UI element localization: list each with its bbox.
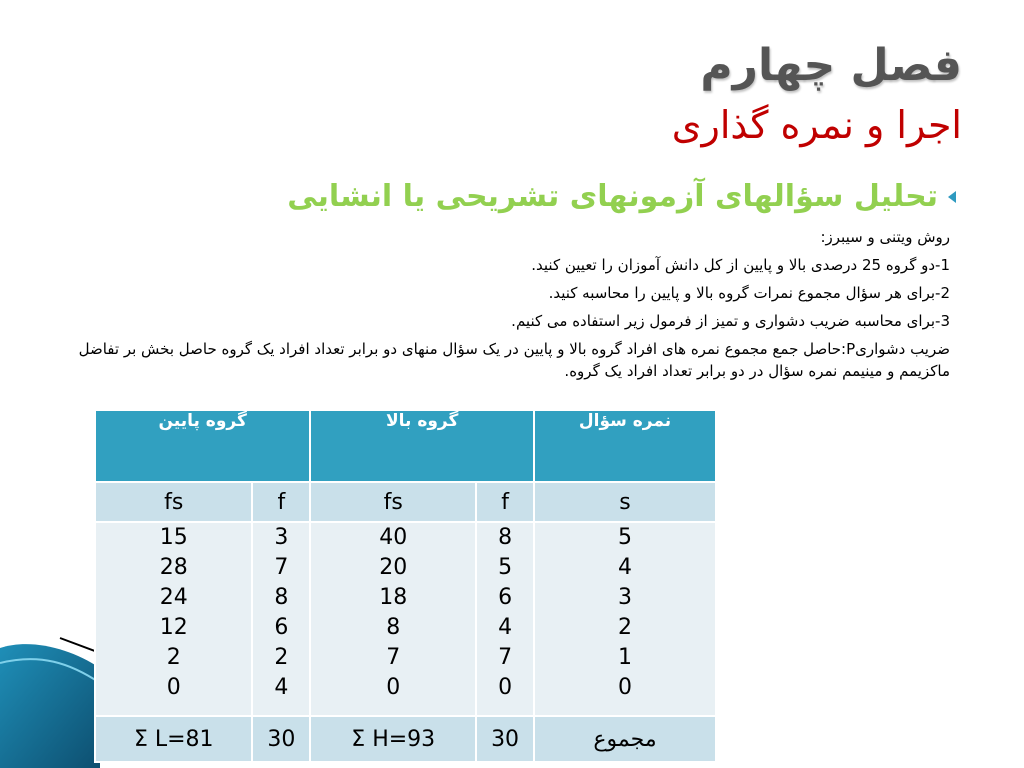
cell-value: 8 xyxy=(498,525,513,550)
subheader-s: s xyxy=(534,482,716,522)
table-subheader-row xyxy=(95,482,716,522)
bullet-heading: تحلیل سؤالهای آزمونهای تشریحی یا انشایی xyxy=(287,179,938,214)
cell-value: 8 xyxy=(274,585,289,610)
table-group-header-row xyxy=(95,410,716,482)
step-1-line: 1-دو گروه 25 درصدی بالا و پایین از کل دانش آموزان را تعیین کنید. xyxy=(531,256,950,274)
total-lower-count: 30 xyxy=(252,716,310,762)
step-2-line: 2-برای هر سؤال مجموع نمرات گروه بالا و پایین را محاسبه کنید. xyxy=(548,284,950,302)
cell-value: 12 xyxy=(159,615,188,640)
header-lower-group: گروه پایین xyxy=(95,410,310,482)
slide-title: فصل چهارم xyxy=(700,40,962,91)
cell-value: 5 xyxy=(618,525,632,550)
total-upper-sum: Σ H=93 xyxy=(310,716,476,762)
cell-value: 28 xyxy=(159,555,188,580)
slide-subtitle: اجرا و نمره گذاری xyxy=(671,103,962,147)
table-totals-row xyxy=(95,716,716,762)
cell-value: 2 xyxy=(618,615,632,640)
method-line: روش ویتنی و سیبرز: xyxy=(820,228,950,246)
decorative-wave-graphic xyxy=(0,608,100,768)
subheader-upper-fs: fs xyxy=(310,482,476,522)
cell-value: 2 xyxy=(166,645,181,670)
cell-value: 7 xyxy=(386,645,401,670)
cell-value: 8 xyxy=(386,615,401,640)
cell-value: 4 xyxy=(274,675,289,700)
cell-value: 7 xyxy=(274,555,289,580)
subheader-lower-f: f xyxy=(252,482,310,522)
cell-value: 4 xyxy=(498,615,513,640)
header-question-score: نمره سؤال xyxy=(534,410,716,482)
cell-value: 1 xyxy=(618,645,632,670)
cell-value: 0 xyxy=(166,675,181,700)
cell-value: 18 xyxy=(379,585,408,610)
cell-value: 2 xyxy=(274,645,289,670)
cell-value: 7 xyxy=(498,645,513,670)
cell-value: 0 xyxy=(498,675,513,700)
total-label: مجموع xyxy=(534,716,716,762)
cell-value: 24 xyxy=(159,585,188,610)
cell-value: 15 xyxy=(159,525,188,550)
difficulty-definition: ضریب دشواریP:حاصل جمع مجموع نمره های افراد گروه بالا و پایین در یک سؤال منهای دو برابر تعداد افراد یک گروه حاصل بخش بر تفاضل ماکزیمم و مینیمم نمره سؤال در دو برابر تعداد افراد یک گروه. xyxy=(78,340,950,380)
cell-value: 0 xyxy=(386,675,401,700)
cell-value: 4 xyxy=(618,555,632,580)
upper-fs-values xyxy=(310,522,476,716)
bullet-arrow-icon xyxy=(948,191,956,203)
s-values xyxy=(534,522,716,716)
upper-f-values xyxy=(476,522,534,716)
step-3-line: 3-برای محاسبه ضریب دشواری و تمیز از فرمول زیر استفاده می کنیم. xyxy=(511,312,950,330)
bullet-heading-row xyxy=(287,174,956,220)
lower-f-values xyxy=(252,522,310,716)
cell-value: 3 xyxy=(618,585,632,610)
total-upper-count: 30 xyxy=(476,716,534,762)
table-values-row xyxy=(95,522,716,716)
cell-value: 6 xyxy=(498,585,513,610)
subheader-upper-f: f xyxy=(476,482,534,522)
score-table xyxy=(94,409,717,763)
subheader-lower-fs: fs xyxy=(95,482,252,522)
total-lower-sum: Σ L=81 xyxy=(95,716,252,762)
header-upper-group: گروه بالا xyxy=(310,410,534,482)
cell-value: 0 xyxy=(618,675,632,700)
cell-value: 40 xyxy=(379,525,408,550)
cell-value: 20 xyxy=(379,555,408,580)
cell-value: 3 xyxy=(274,525,289,550)
cell-value: 5 xyxy=(498,555,513,580)
lower-fs-values xyxy=(95,522,252,716)
cell-value: 6 xyxy=(274,615,289,640)
